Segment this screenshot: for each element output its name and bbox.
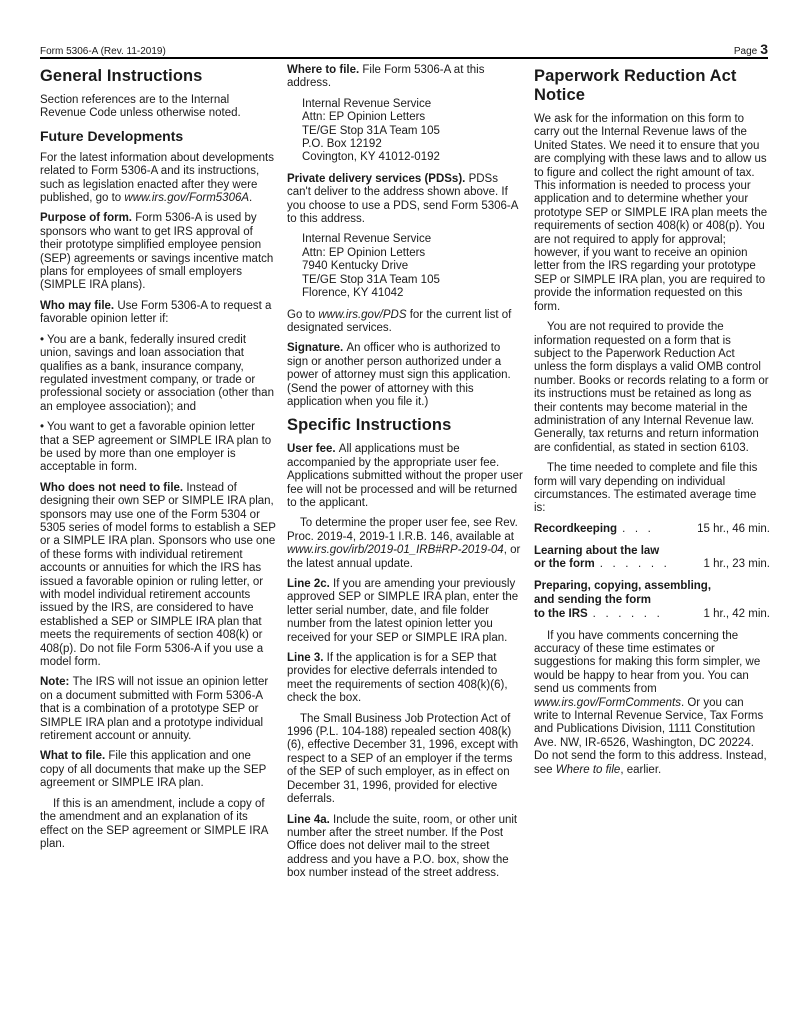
address-block bbox=[302, 233, 523, 300]
paragraph: Go to www.irs.gov/PDS for the current list of designated services. bbox=[287, 308, 512, 334]
paragraph: If you have comments concerning the accuracy of these time estimates or suggestions for making this form simpler, we would be happy to hear from you. You can send us comments from www.irs.gov/FormComments. Or you can write to Internal Revenue Service, Tax Forms and Publications Division, 1111 Constitution Ave. NW, IR-6526, Washington, DC 20224. Do not send the form to this address. Instead, see Where to file, earlier. bbox=[534, 629, 767, 776]
page-number: 3 bbox=[760, 41, 768, 57]
address-line: 7940 Kentucky Drive bbox=[302, 260, 409, 273]
page-label: Page bbox=[733, 46, 758, 57]
time-estimate-line: Recordkeeping . . . 15 hr., 46 min. bbox=[534, 522, 770, 535]
paragraph: • You are a bank, federally insured credit union, savings and loan association that qualifies as a bank, insurance company, regulated investment company, or trade or professional society or association (other than an employee association); and bbox=[40, 333, 274, 413]
time-estimate-block bbox=[534, 580, 770, 621]
address-line: Attn: EP Opinion Letters bbox=[302, 111, 426, 124]
section-heading: Paperwork Reduction Act Notice bbox=[534, 67, 737, 104]
address-line: Internal Revenue Service bbox=[302, 233, 432, 246]
paragraph: Line 3. If the application is for a SEP that provides for elective deferrals intended to meet the requirements of section 408(k)(6), check the box. bbox=[287, 652, 508, 705]
paragraph: Purpose of form. Form 5306-A is used by sponsors who want to get IRS approval of their prototype simplified employee pension (SEP) agreements or savings incentive match plans for employees of small employers (SIMPLE IRA plans). bbox=[40, 212, 274, 292]
page-header bbox=[40, 41, 768, 57]
paragraph: User fee. All applications must be accompanied by the appropriate user fee. Applications submitted without the proper user fee will not be processed and will be returned to the applicant. bbox=[287, 443, 523, 509]
paragraph: What to file. File this application and one copy of all documents that make up the SEP agreement or SIMPLE IRA plan. bbox=[40, 750, 267, 790]
address-line: TE/GE Stop 31A Team 105 bbox=[302, 273, 440, 286]
address-block bbox=[302, 98, 523, 165]
time-estimate-line: Preparing, copying, assembling, bbox=[534, 580, 712, 593]
column-1 bbox=[40, 64, 276, 888]
paragraph: • You want to get a favorable opinion letter that a SEP agreement or SIMPLE IRA plan to be used by more than one employer is acceptable in form. bbox=[40, 421, 272, 474]
paragraph: If this is an amendment, include a copy of the amendment and an explanation of its effect on the SEP agreement or SIMPLE IRA plan. bbox=[40, 797, 268, 850]
paragraph: The Small Business Job Protection Act of 1996 (P.L. 104-188) repealed section 408(k)(6), effective December 31, 1996, except with respect to a SEP of an employer if the terms of the SEP of such employer, as in effect on December 31, 1996, provided for elective deferrals. bbox=[287, 712, 519, 806]
paragraph: To determine the proper user fee, see Rev. Proc. 2019-4, 2019-1 I.R.B. 146, available at www.irs.gov/irb/2019-01_IRB#RP-2019-04, or the latest annual update. bbox=[287, 517, 521, 570]
time-estimate-line: Learning about the law bbox=[534, 544, 660, 557]
address-line: TE/GE Stop 31A Team 105 bbox=[302, 124, 440, 137]
form-revision-label: Form 5306-A (Rev. 11-2019) bbox=[40, 46, 166, 57]
paragraph: Private delivery services (PDSs). PDSs can't deliver to the address shown above. If you choose to use a PDS, send Form 5306-A to this address. bbox=[287, 172, 518, 226]
time-estimate-line: and sending the form bbox=[534, 593, 651, 606]
section-heading: Future Developments bbox=[40, 127, 184, 144]
paragraph: You are not required to provide the information requested on a form that is subject to the Paperwork Reduction Act unless the form displays a valid OMB control number. Books or records relating to a form or its instructions must be retained as long as their contents may become material in the administration of any Internal Revenue law. Generally, tax returns and return information are confidential, as stated in section 6103. bbox=[534, 321, 769, 454]
paragraph: Where to file. File Form 5306-A at this address. bbox=[287, 64, 485, 90]
column-3 bbox=[534, 64, 770, 888]
paragraph: Line 4a. Include the suite, room, or other unit number after the street number. If the Post Office does not deliver mail to the street address and you have a P.O. box, show the box number instead of the street address. bbox=[287, 813, 518, 880]
paragraph: Who may file. Use Form 5306-A to request a favorable opinion letter if: bbox=[40, 299, 272, 326]
section-heading: Specific Instructions bbox=[287, 416, 452, 435]
header-rule bbox=[40, 57, 768, 59]
column-2 bbox=[287, 64, 523, 888]
address-line: Internal Revenue Service bbox=[302, 97, 432, 110]
paragraph: Section references are to the Internal Revenue Code unless otherwise noted. bbox=[40, 94, 241, 120]
address-line: P.O. Box 12192 bbox=[302, 138, 382, 151]
page-indicator bbox=[734, 41, 768, 57]
address-line: Attn: EP Opinion Letters bbox=[302, 246, 426, 259]
paragraph: Line 2c. If you are amending your previously approved SEP or SIMPLE IRA plan, enter the letter serial number, date, and file folder number from the latest opinion letter you received for your SEP or SIMPLE IRA plan. bbox=[287, 578, 519, 644]
paragraph: For the latest information about developments related to Form 5306-A and its instructions, such as legislation enacted after they were published, go to www.irs.gov/Form5306A. bbox=[40, 151, 274, 205]
time-estimate-line: to the IRS . . . . . . 1 hr., 42 min. bbox=[534, 607, 770, 620]
paragraph: The time needed to complete and file this form will vary depending on individual circumstances. The estimated average time is: bbox=[534, 462, 758, 515]
paragraph: Signature. An officer who is authorized to sign or another person authorized under a power of attorney must sign this application. (Send the power of attorney with this application when you file it.) bbox=[287, 342, 511, 408]
content-columns bbox=[40, 64, 770, 888]
time-estimate-line: or the form . . . . . . 1 hr., 23 min. bbox=[534, 558, 770, 571]
paragraph: We ask for the information on this form to carry out the Internal Revenue laws of the United States. We need it to ensure that you are complying with these laws and to allow us to figure and collect the right amount of tax. This information is needed to process your application and to determine whether your prototype SEP or SIMPLE IRA plan meets the requirements of section 408(k) or 408(p). You are not required to apply for approval; however, if you want to receive an opinion letter from the IRS regarding your prototype SEP or SIMPLE IRA plan, you are required to provide the information requested on this form. bbox=[534, 113, 768, 313]
paragraph: Note: The IRS will not issue an opinion letter on a document submitted with Form 5306-A that is a combination of a prototype SEP or SIMPLE IRA plan and a prototype individual retirement account or annuity. bbox=[40, 676, 269, 743]
section-heading: General Instructions bbox=[40, 67, 203, 85]
address-line: Covington, KY 41012-0192 bbox=[302, 151, 440, 164]
paragraph: Who does not need to file. Instead of designing their own SEP or SIMPLE IRA plan, sponsors may use one of the Form 5304 or 5305 series of model forms to establish a SEP or a SIMPLE IRA plan. Sponsors who use one of these forms with individual retirement accounts or annuities for which the IRS has issued a favorable opinion or ruling letter, or with model individual retirement accounts issued by the IRS, are considered to have established a SEP or SIMPLE IRA plan that meets the requirements of section 408(k) or 408(p). Do not file Form 5306-A if you use a model form. bbox=[40, 481, 276, 669]
time-estimate-block bbox=[534, 545, 770, 573]
time-estimate-block bbox=[534, 523, 770, 537]
address-line: Florence, KY 41042 bbox=[302, 287, 404, 300]
